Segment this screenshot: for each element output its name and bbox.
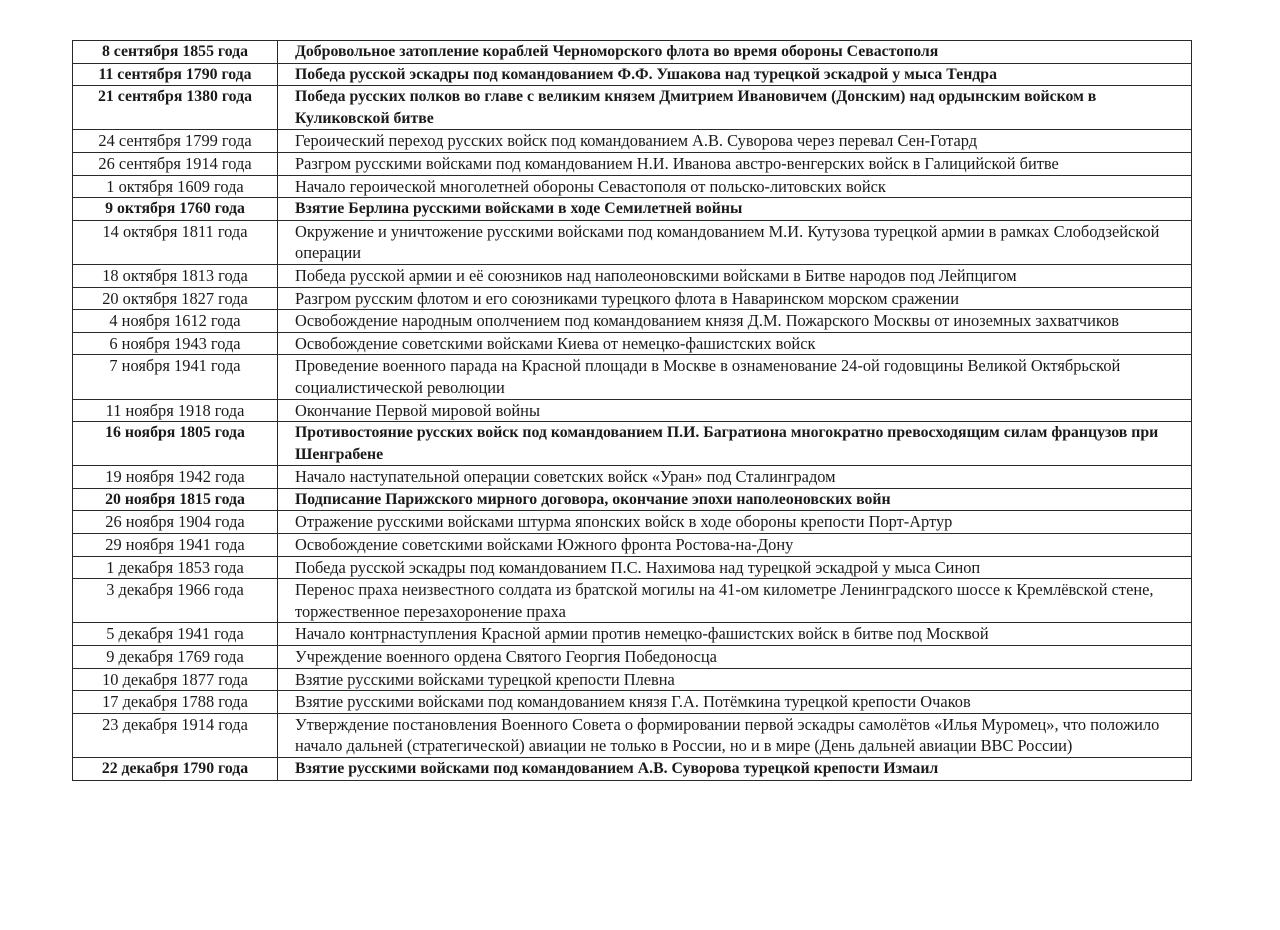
memorable-dates-table [72, 40, 1192, 781]
table-row [73, 579, 1192, 623]
date-cell: 1 декабря 1853 года [73, 556, 278, 579]
date-cell: 22 декабря 1790 года [73, 758, 278, 781]
event-cell: Окружение и уничтожение русскими войсками под командованием М.И. Кутузова турецкой армии в рамках Слободзейской операции [278, 220, 1192, 264]
date-cell: 19 ноября 1942 года [73, 466, 278, 489]
table-row [73, 556, 1192, 579]
event-cell: Окончание Первой мировой войны [278, 399, 1192, 422]
table-row [73, 488, 1192, 511]
event-cell: Освобождение советскими войсками Южного фронта Ростова-на-Дону [278, 534, 1192, 557]
table-row [73, 466, 1192, 489]
table-row [73, 623, 1192, 646]
event-cell: Противостояние русских войск под командованием П.И. Багратиона многократно превосходящим силам французов при Шенграбене [278, 422, 1192, 466]
event-cell: Освобождение народным ополчением под командованием князя Д.М. Пожарского Москвы от иноземных захватчиков [278, 310, 1192, 333]
event-cell: Утверждение постановления Военного Совета о формировании первой эскадры самолётов «Илья Муромец», что положило начало дальней (стратегической) авиации не только в России, но и в мире (День дальней авиации ВВС России) [278, 713, 1192, 757]
table-row [73, 355, 1192, 399]
date-cell: 26 сентября 1914 года [73, 152, 278, 175]
event-cell: Освобождение советскими войсками Киева от немецко-фашистских войск [278, 332, 1192, 355]
event-cell: Победа русской армии и её союзников над наполеоновскими войсками в Битве народов под Лейпцигом [278, 264, 1192, 287]
event-cell: Взятие русскими войсками под командованием А.В. Суворова турецкой крепости Измаил [278, 758, 1192, 781]
table-row [73, 264, 1192, 287]
table-row [73, 713, 1192, 757]
table-row [73, 534, 1192, 557]
table-row [73, 63, 1192, 86]
date-cell: 6 ноября 1943 года [73, 332, 278, 355]
event-cell: Победа русской эскадры под командованием Ф.Ф. Ушакова над турецкой эскадрой у мыса Тендра [278, 63, 1192, 86]
event-cell: Начало героической многолетней обороны Севастополя от польско-литовских войск [278, 175, 1192, 198]
table-row [73, 152, 1192, 175]
event-cell: Взятие Берлина русскими войсками в ходе Семилетней войны [278, 198, 1192, 221]
table-row [73, 399, 1192, 422]
date-cell: 21 сентября 1380 года [73, 86, 278, 130]
date-cell: 11 ноября 1918 года [73, 399, 278, 422]
date-cell: 24 сентября 1799 года [73, 130, 278, 153]
event-cell: Учреждение военного ордена Святого Георгия Победоносца [278, 646, 1192, 669]
table-row [73, 220, 1192, 264]
date-cell: 29 ноября 1941 года [73, 534, 278, 557]
event-cell: Взятие русскими войсками под командованием князя Г.А. Потёмкина турецкой крепости Очаков [278, 691, 1192, 714]
table-row [73, 511, 1192, 534]
date-cell: 20 октября 1827 года [73, 287, 278, 310]
date-cell: 26 ноября 1904 года [73, 511, 278, 534]
date-cell: 11 сентября 1790 года [73, 63, 278, 86]
date-cell: 4 ноября 1612 года [73, 310, 278, 333]
event-cell: Победа русских полков во главе с великим князем Дмитрием Ивановичем (Донским) над ордынским войском в Куликовской битве [278, 86, 1192, 130]
date-cell: 16 ноября 1805 года [73, 422, 278, 466]
table-body [73, 41, 1192, 781]
table-row [73, 198, 1192, 221]
date-cell: 5 декабря 1941 года [73, 623, 278, 646]
table-row [73, 758, 1192, 781]
date-cell: 18 октября 1813 года [73, 264, 278, 287]
table-row [73, 310, 1192, 333]
event-cell: Взятие русскими войсками турецкой крепости Плевна [278, 668, 1192, 691]
event-cell: Добровольное затопление кораблей Черноморского флота во время обороны Севастополя [278, 41, 1192, 64]
event-cell: Проведение военного парада на Красной площади в Москве в ознаменование 24-ой годовщины Великой Октябрьской социалистической революции [278, 355, 1192, 399]
event-cell: Разгром русским флотом и его союзниками турецкого флота в Наваринском морском сражении [278, 287, 1192, 310]
date-cell: 1 октября 1609 года [73, 175, 278, 198]
date-cell: 3 декабря 1966 года [73, 579, 278, 623]
event-cell: Отражение русскими войсками штурма японских войск в ходе обороны крепости Порт-Артур [278, 511, 1192, 534]
event-cell: Разгром русскими войсками под командованием Н.И. Иванова австро-венгерских войск в Галицийской битве [278, 152, 1192, 175]
event-cell: Начало контрнаступления Красной армии против немецко-фашистских войск в битве под Москвой [278, 623, 1192, 646]
table-row [73, 41, 1192, 64]
date-cell: 7 ноября 1941 года [73, 355, 278, 399]
table-row [73, 287, 1192, 310]
date-cell: 9 октября 1760 года [73, 198, 278, 221]
date-cell: 9 декабря 1769 года [73, 646, 278, 669]
table-row [73, 646, 1192, 669]
event-cell: Героический переход русских войск под командованием А.В. Суворова через перевал Сен-Готард [278, 130, 1192, 153]
table-row [73, 422, 1192, 466]
event-cell: Перенос праха неизвестного солдата из братской могилы на 41-ом километре Ленинградского шоссе к Кремлёвской стене, торжественное перезахоронение праха [278, 579, 1192, 623]
table-row [73, 130, 1192, 153]
date-cell: 20 ноября 1815 года [73, 488, 278, 511]
date-cell: 23 декабря 1914 года [73, 713, 278, 757]
event-cell: Подписание Парижского мирного договора, окончание эпохи наполеоновских войн [278, 488, 1192, 511]
date-cell: 8 сентября 1855 года [73, 41, 278, 64]
table-row [73, 175, 1192, 198]
date-cell: 14 октября 1811 года [73, 220, 278, 264]
event-cell: Победа русской эскадры под командованием П.С. Нахимова над турецкой эскадрой у мыса Синоп [278, 556, 1192, 579]
table-row [73, 691, 1192, 714]
table-row [73, 86, 1192, 130]
date-cell: 10 декабря 1877 года [73, 668, 278, 691]
date-cell: 17 декабря 1788 года [73, 691, 278, 714]
table-row [73, 668, 1192, 691]
event-cell: Начало наступательной операции советских войск «Уран» под Сталинградом [278, 466, 1192, 489]
table-row [73, 332, 1192, 355]
